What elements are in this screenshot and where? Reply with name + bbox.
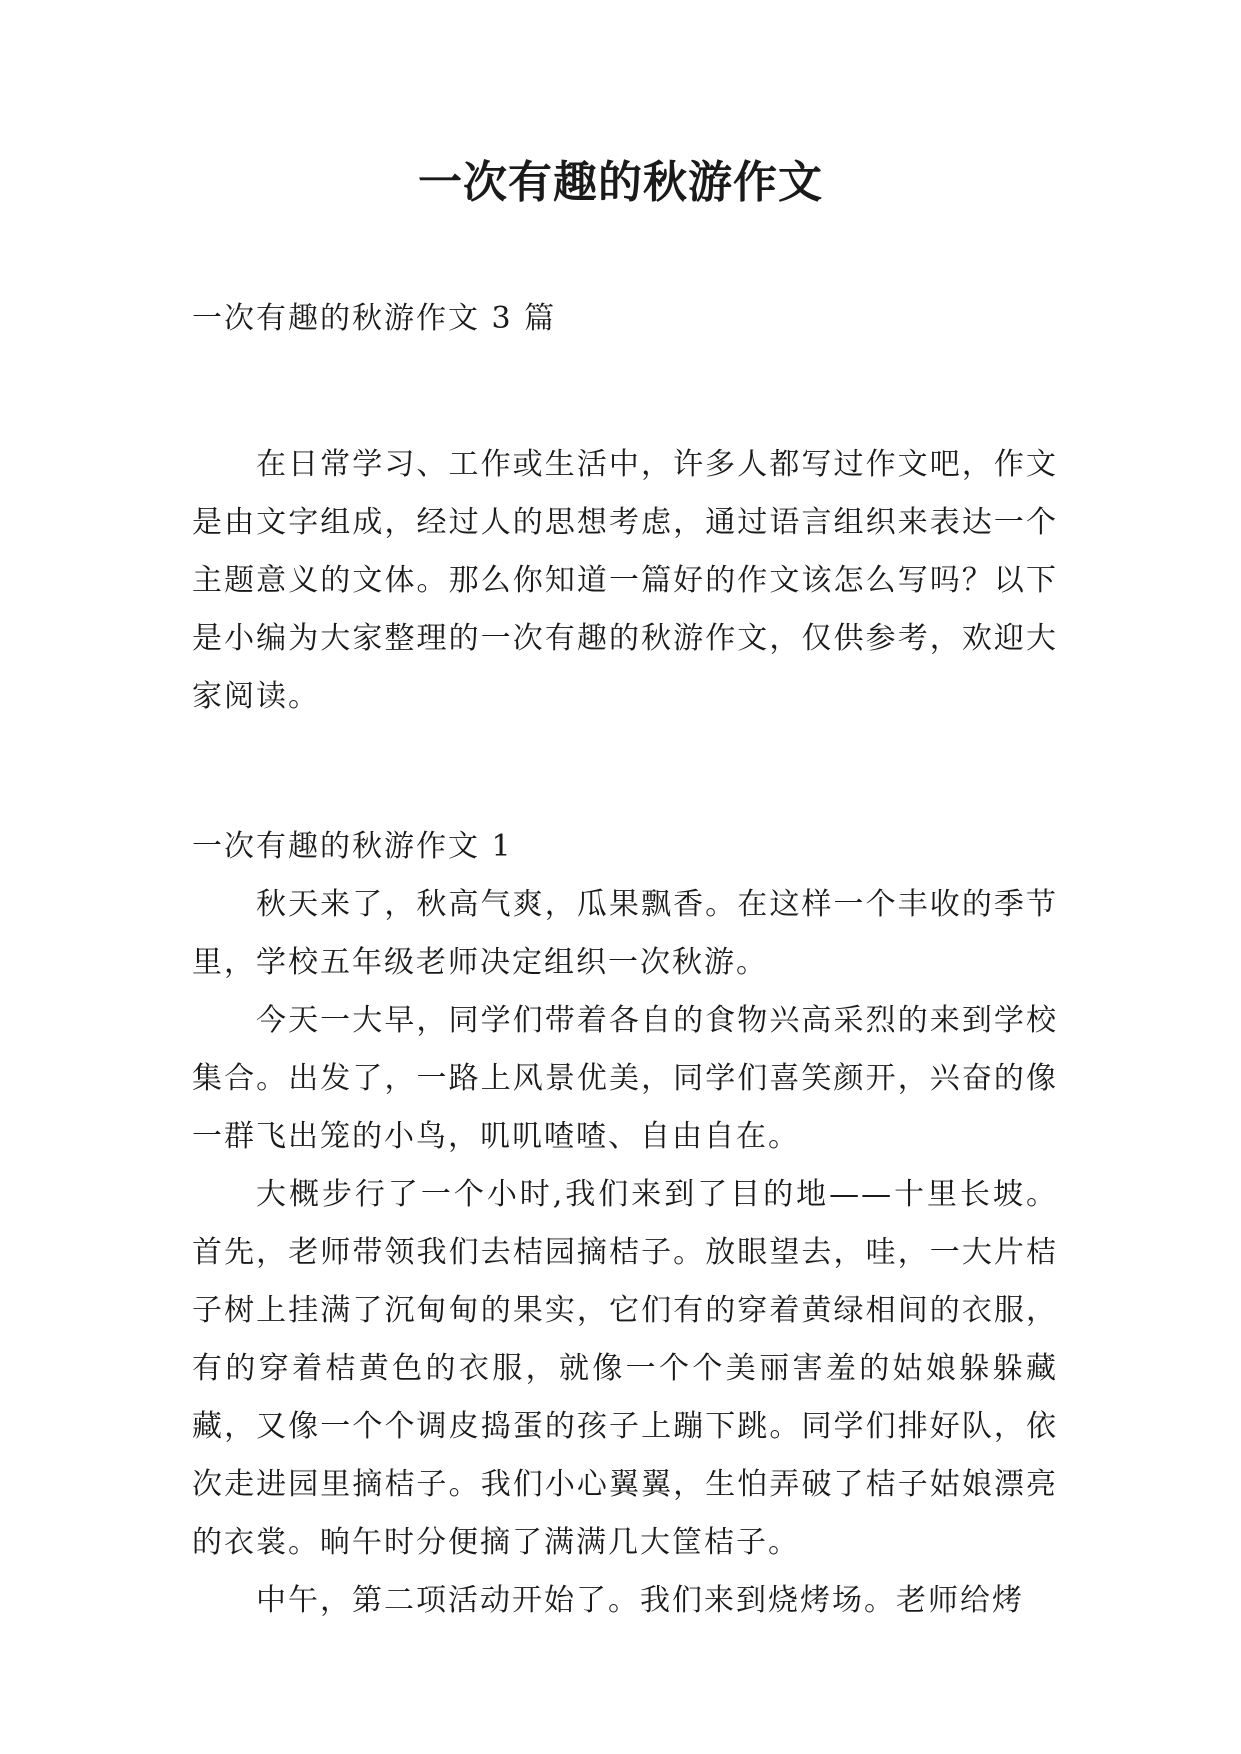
intro-paragraph: 在日常学习、工作或生活中，许多人都写过作文吧，作文是由文字组成，经过人的思想考虑，通过语言组织来表达一个主题意义的文体。那么你知道一篇好的作文该怎么写吗？以下是小编为大家整理的一次有趣的秋游作文，仅供参考，欢迎大家阅读。 (192, 447, 1058, 714)
body-paragraph: 中午，第二项活动开始了。我们来到烧烤场。老师给烤 (256, 1583, 1024, 1618)
document-subtitle: 一次有趣的秋游作文 3 篇 (192, 301, 557, 336)
document-title: 一次有趣的秋游作文 (418, 157, 823, 208)
body-paragraph: 秋天来了，秋高气爽，瓜果飘香。在这样一个丰收的季节里，学校五年级老师决定组织一次秋游。 (192, 887, 1058, 980)
document-body (192, 290, 1058, 1630)
body-paragraph: 今天一大早，同学们带着各自的食物兴高采烈的来到学校集合。出发了，一路上风景优美，同学们喜笑颜开，兴奋的像一群飞出笼的小鸟，叽叽喳喳、自由自在。 (192, 1003, 1058, 1154)
spacer (192, 348, 1058, 436)
spacer (192, 726, 1058, 818)
body-paragraph: 大概步行了一个小时,我们来到了目的地——十里长坡。首先，老师带领我们去桔园摘桔子。放眼望去，哇，一大片桔子树上挂满了沉甸甸的果实，它们有的穿着黄绿相间的衣服，有的穿着桔黄色的衣服，就像一个个美丽害羞的姑娘躲躲藏藏，又像一个个调皮捣蛋的孩子上蹦下跳。同学们排好队，依次走进园里摘桔子。我们小心翼翼，生怕弄破了桔子姑娘漂亮的衣裳。晌午时分便摘了满满几大筐桔子。 (192, 1177, 1058, 1560)
section-heading: 一次有趣的秋游作文 1 (192, 829, 513, 864)
